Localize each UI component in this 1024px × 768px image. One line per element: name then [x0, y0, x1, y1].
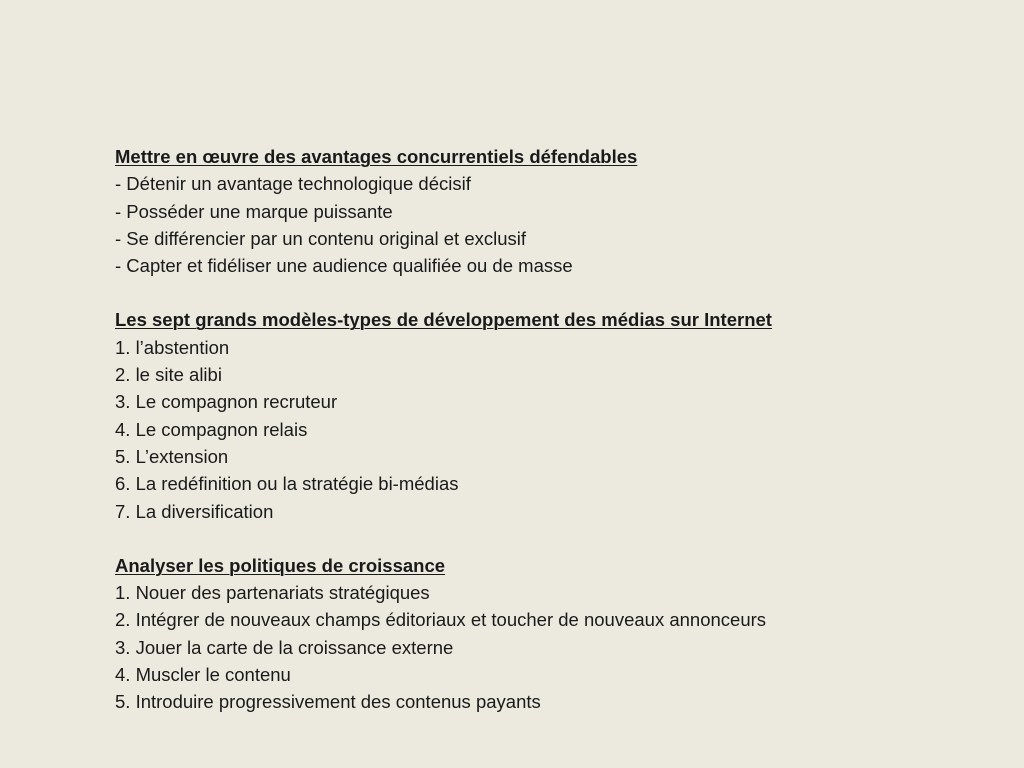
- section-growth-policies: [115, 552, 995, 716]
- section-development-models: [115, 306, 995, 524]
- list-item: 3. Jouer la carte de la croissance externe: [115, 636, 454, 658]
- section-heading: Les sept grands modèles-types de développement des médias sur Internet: [115, 309, 772, 331]
- slide-content: [115, 143, 995, 743]
- list-item: 2. le site alibi: [115, 364, 222, 386]
- list-item: 7. La diversification: [115, 500, 274, 522]
- list-item: - Se différencier par un contenu original et exclusif: [115, 227, 527, 249]
- list-item: 5. L’extension: [115, 445, 229, 467]
- section-heading: Analyser les politiques de croissance: [115, 554, 446, 576]
- list-item: - Posséder une marque puissante: [115, 200, 393, 222]
- list-item: 4. Muscler le contenu: [115, 664, 291, 686]
- list-item: 5. Introduire progressivement des contenus payants: [115, 691, 541, 713]
- list-item: 1. Nouer des partenariats stratégiques: [115, 582, 430, 604]
- list-item: - Détenir un avantage technologique décisif: [115, 173, 471, 195]
- list-item: 3. Le compagnon recruteur: [115, 391, 338, 413]
- list-item: - Capter et fidéliser une audience qualifiée ou de masse: [115, 255, 573, 277]
- list-item: 1. l’abstention: [115, 336, 230, 358]
- list-item: 2. Intégrer de nouveaux champs éditoriaux et toucher de nouveaux annonceurs: [115, 609, 767, 631]
- section-competitive-advantages: [115, 143, 995, 279]
- list-item: 6. La redéfinition ou la stratégie bi-médias: [115, 473, 459, 495]
- section-heading: Mettre en œuvre des avantages concurrentiels défendables: [115, 146, 638, 167]
- list-item: 4. Le compagnon relais: [115, 418, 308, 440]
